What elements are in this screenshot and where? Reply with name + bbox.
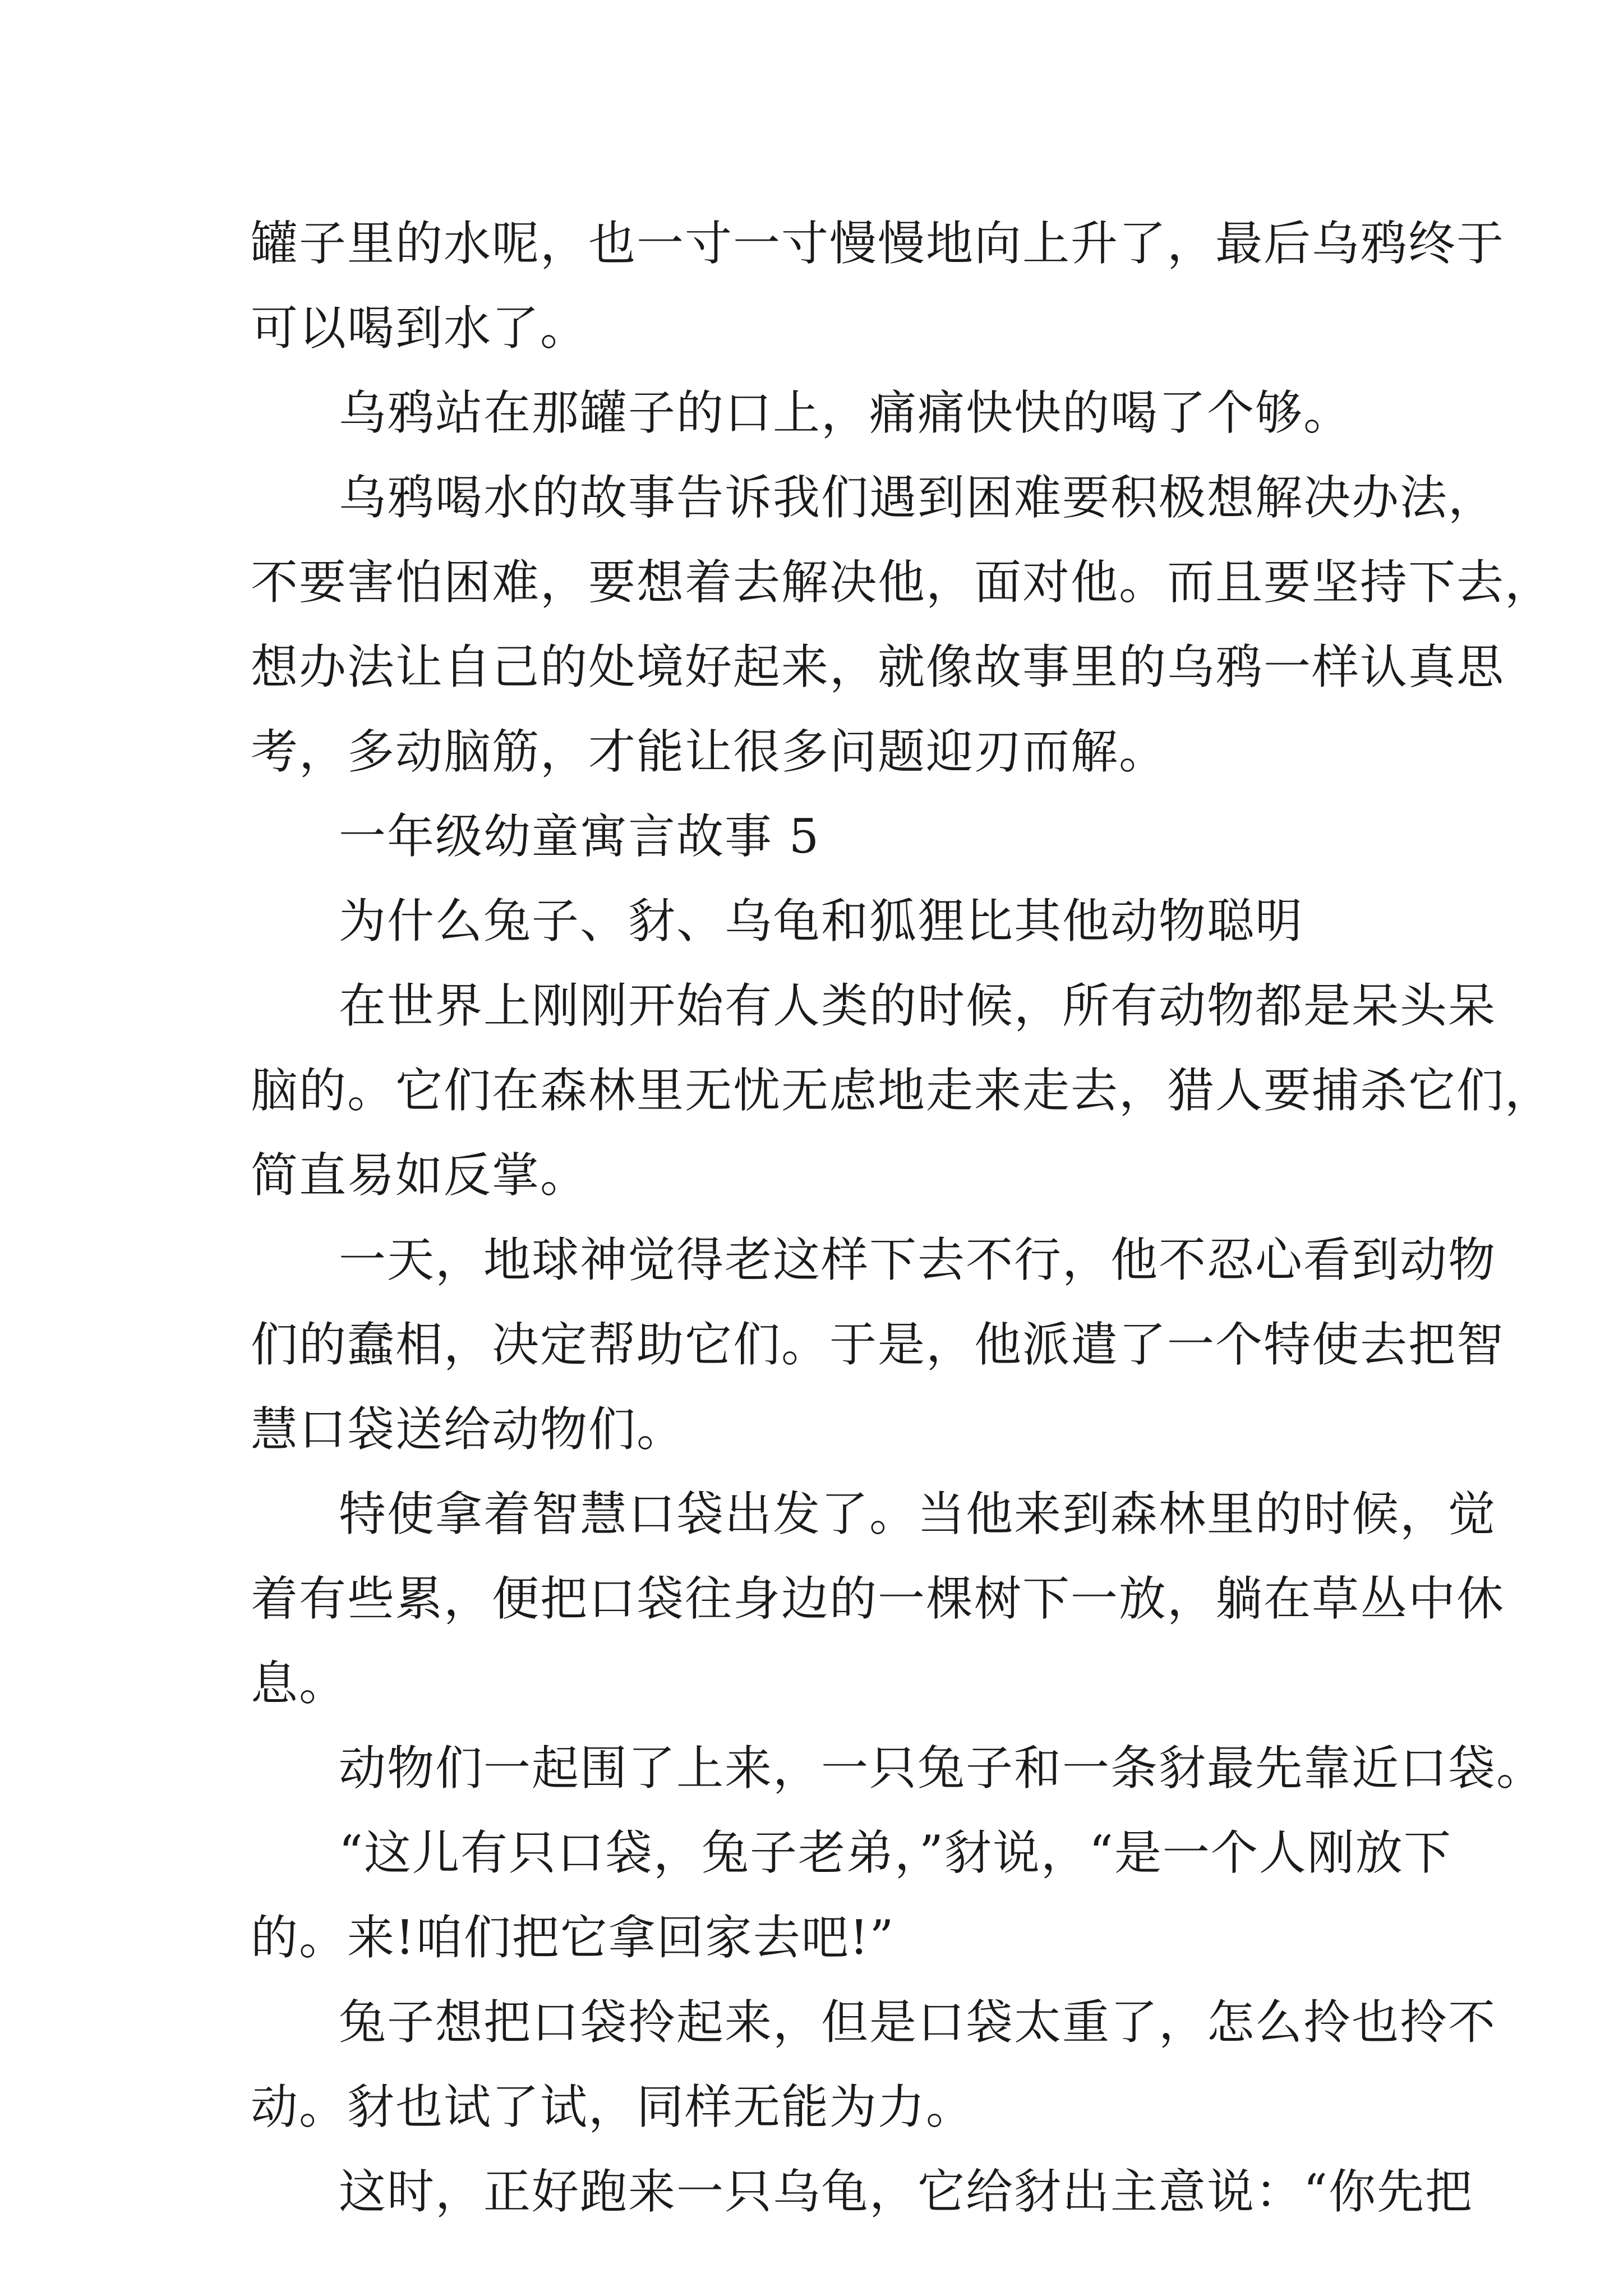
text-line: 特使拿着智慧口袋出发了。当他来到森林里的时候，觉: [339, 1487, 1497, 1542]
text-line: 动。豺也试了试，同样无能为力。: [251, 2079, 975, 2134]
text-line: 考，多动脑筋，才能让很多问题迎刃而解。: [251, 724, 1168, 779]
text-line: “这儿有只口袋，兔子老弟，”豺说，“是一个人刚放下: [339, 1825, 1452, 1880]
text-line: 不要害怕困难，要想着去解决他，面对他。而且要坚持下去，: [251, 555, 1553, 610]
text-line: 在世界上刚刚开始有人类的时候，所有动物都是呆头呆: [339, 978, 1497, 1033]
text-line: 一天，地球神觉得老这样下去不行，他不忍心看到动物: [339, 1232, 1497, 1287]
text-line: 乌鸦站在那罐子的口上，痛痛快快的喝了个够。: [339, 385, 1352, 440]
text-line: 脑的。它们在森林里无忧无虑地走来走去，猎人要捕杀它们，: [251, 1063, 1553, 1118]
text-line: 想办法让自己的处境好起来，就像故事里的乌鸦一样认真思: [251, 639, 1505, 694]
text-line: 着有些累，便把口袋往身边的一棵树下一放，躺在草丛中休: [251, 1571, 1505, 1626]
text-line: 慧口袋送给动物们。: [251, 1402, 685, 1457]
text-line: 们的蠢相，决定帮助它们。于是，他派遣了一个特使去把智: [251, 1317, 1505, 1372]
text-line: 这时，正好跑来一只乌龟，它给豺出主意说：“你先把: [339, 2164, 1473, 2219]
section-heading: 一年级幼童寓言故事 5: [339, 809, 820, 864]
text-line: 乌鸦喝水的故事告诉我们遇到困难要积极想解决办法，: [339, 470, 1497, 525]
text-line: 兔子想把口袋拎起来，但是口袋太重了，怎么拎也拎不: [339, 1995, 1497, 2050]
story-title: 为什么兔子、豺、乌龟和狐狸比其他动物聪明: [339, 894, 1304, 949]
text-line: 息。: [251, 1656, 348, 1711]
text-line: 罐子里的水呢，也一寸一寸慢慢地向上升了，最后乌鸦终于: [251, 216, 1505, 271]
text-line: 的。来!咱们把它拿回家去吧!”: [251, 1910, 895, 1965]
text-line: 动物们一起围了上来，一只兔子和一条豺最先靠近口袋。: [339, 1741, 1545, 1796]
text-line: 可以喝到水了。: [251, 301, 589, 356]
text-line: 简直易如反掌。: [251, 1148, 589, 1203]
